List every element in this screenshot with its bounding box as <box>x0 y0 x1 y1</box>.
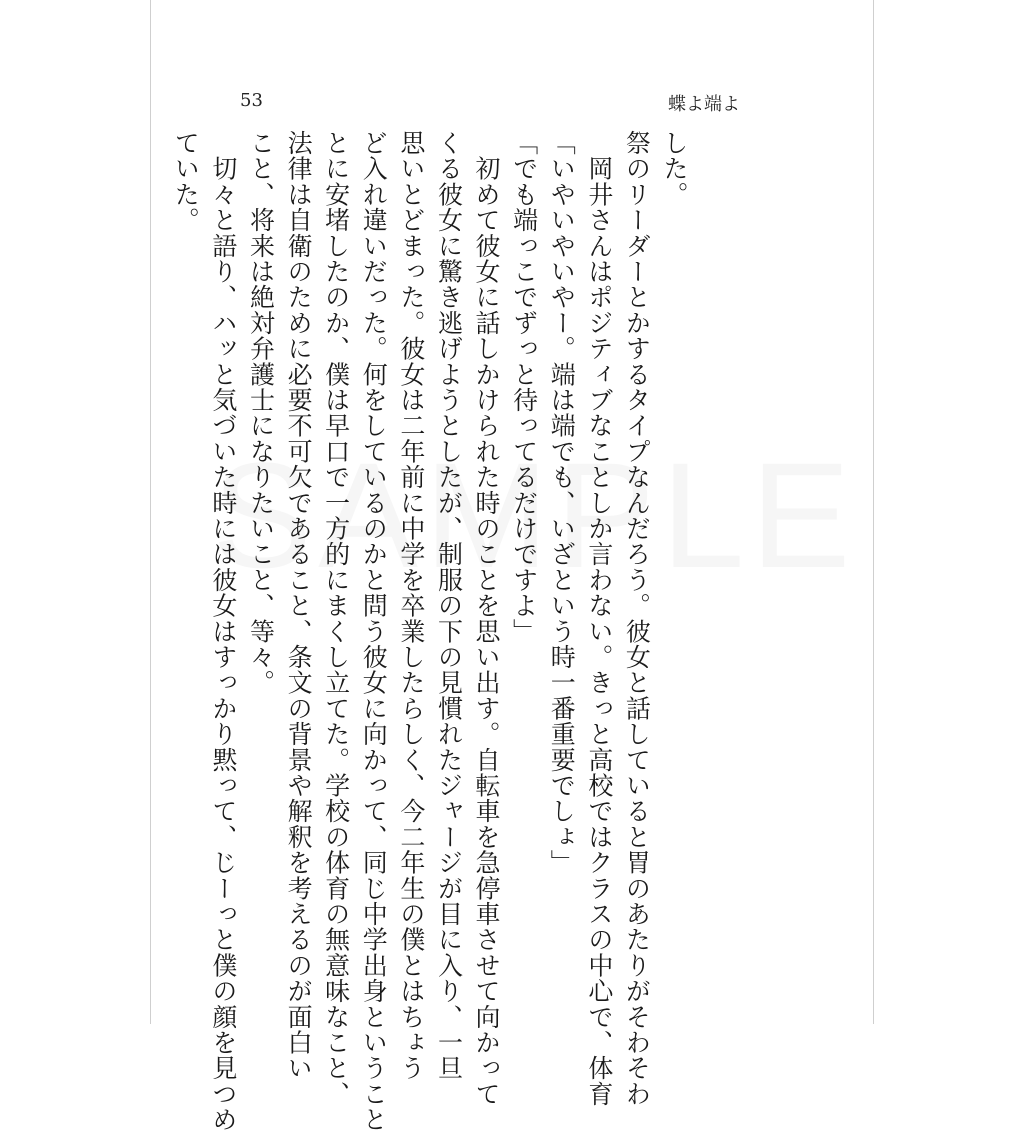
text-line: 「いやいやいやー。端は端でも、いざという時一番重要でしょ」 <box>547 130 577 876</box>
text-line: 思いとどまった。彼女は二年前に中学を卒業したらしく、今二年生の僕とはちょう <box>396 130 426 1081</box>
text-line: 法律は自衛のために必要不可欠であること、条文の背景や解釈を考えるのが面白い <box>284 130 314 1081</box>
text-line: 岡井さんはポジティブなことしか言わない。きっと高校ではクラスの中心で、体育 <box>584 130 614 1107</box>
text-line: くる彼女に驚き逃げようとしたが、制服の下の見慣れたジャージが目に入り、一旦 <box>434 130 464 1081</box>
text-line: 祭のリーダーとかするタイプなんだろう。彼女と話していると胃のあたりがそわそわ <box>622 130 652 1107</box>
text-line: こと、将来は絶対弁護士になりたいこと、等々。 <box>246 130 276 696</box>
text-line: 「でも端っこでずっと待ってるだけですよ」 <box>509 130 539 644</box>
text-line: ど入れ違いだった。何をしているのかと問う彼女に向かって、同じ中学出身ということ <box>359 130 389 1132</box>
text-line: した。 <box>660 130 689 208</box>
text-line: とに安堵したのか、僕は早口で一方的にまくし立てた。学校の体育の無意味なこと、 <box>321 130 351 1107</box>
vertical-body-text <box>171 130 693 1132</box>
running-title: 蝶よ端よ <box>668 94 740 115</box>
text-line: 切々と語り、ハッと気づいた時には彼女はすっかり黙って、じーっと僕の顔を見つめ <box>208 130 238 1132</box>
text-line: 初めて彼女に話しかけられた時のことを思い出す。自転車を急停車させて向かって <box>472 130 502 1107</box>
text-line: ていた。 <box>171 130 201 233</box>
page-number: 53 <box>240 90 263 111</box>
